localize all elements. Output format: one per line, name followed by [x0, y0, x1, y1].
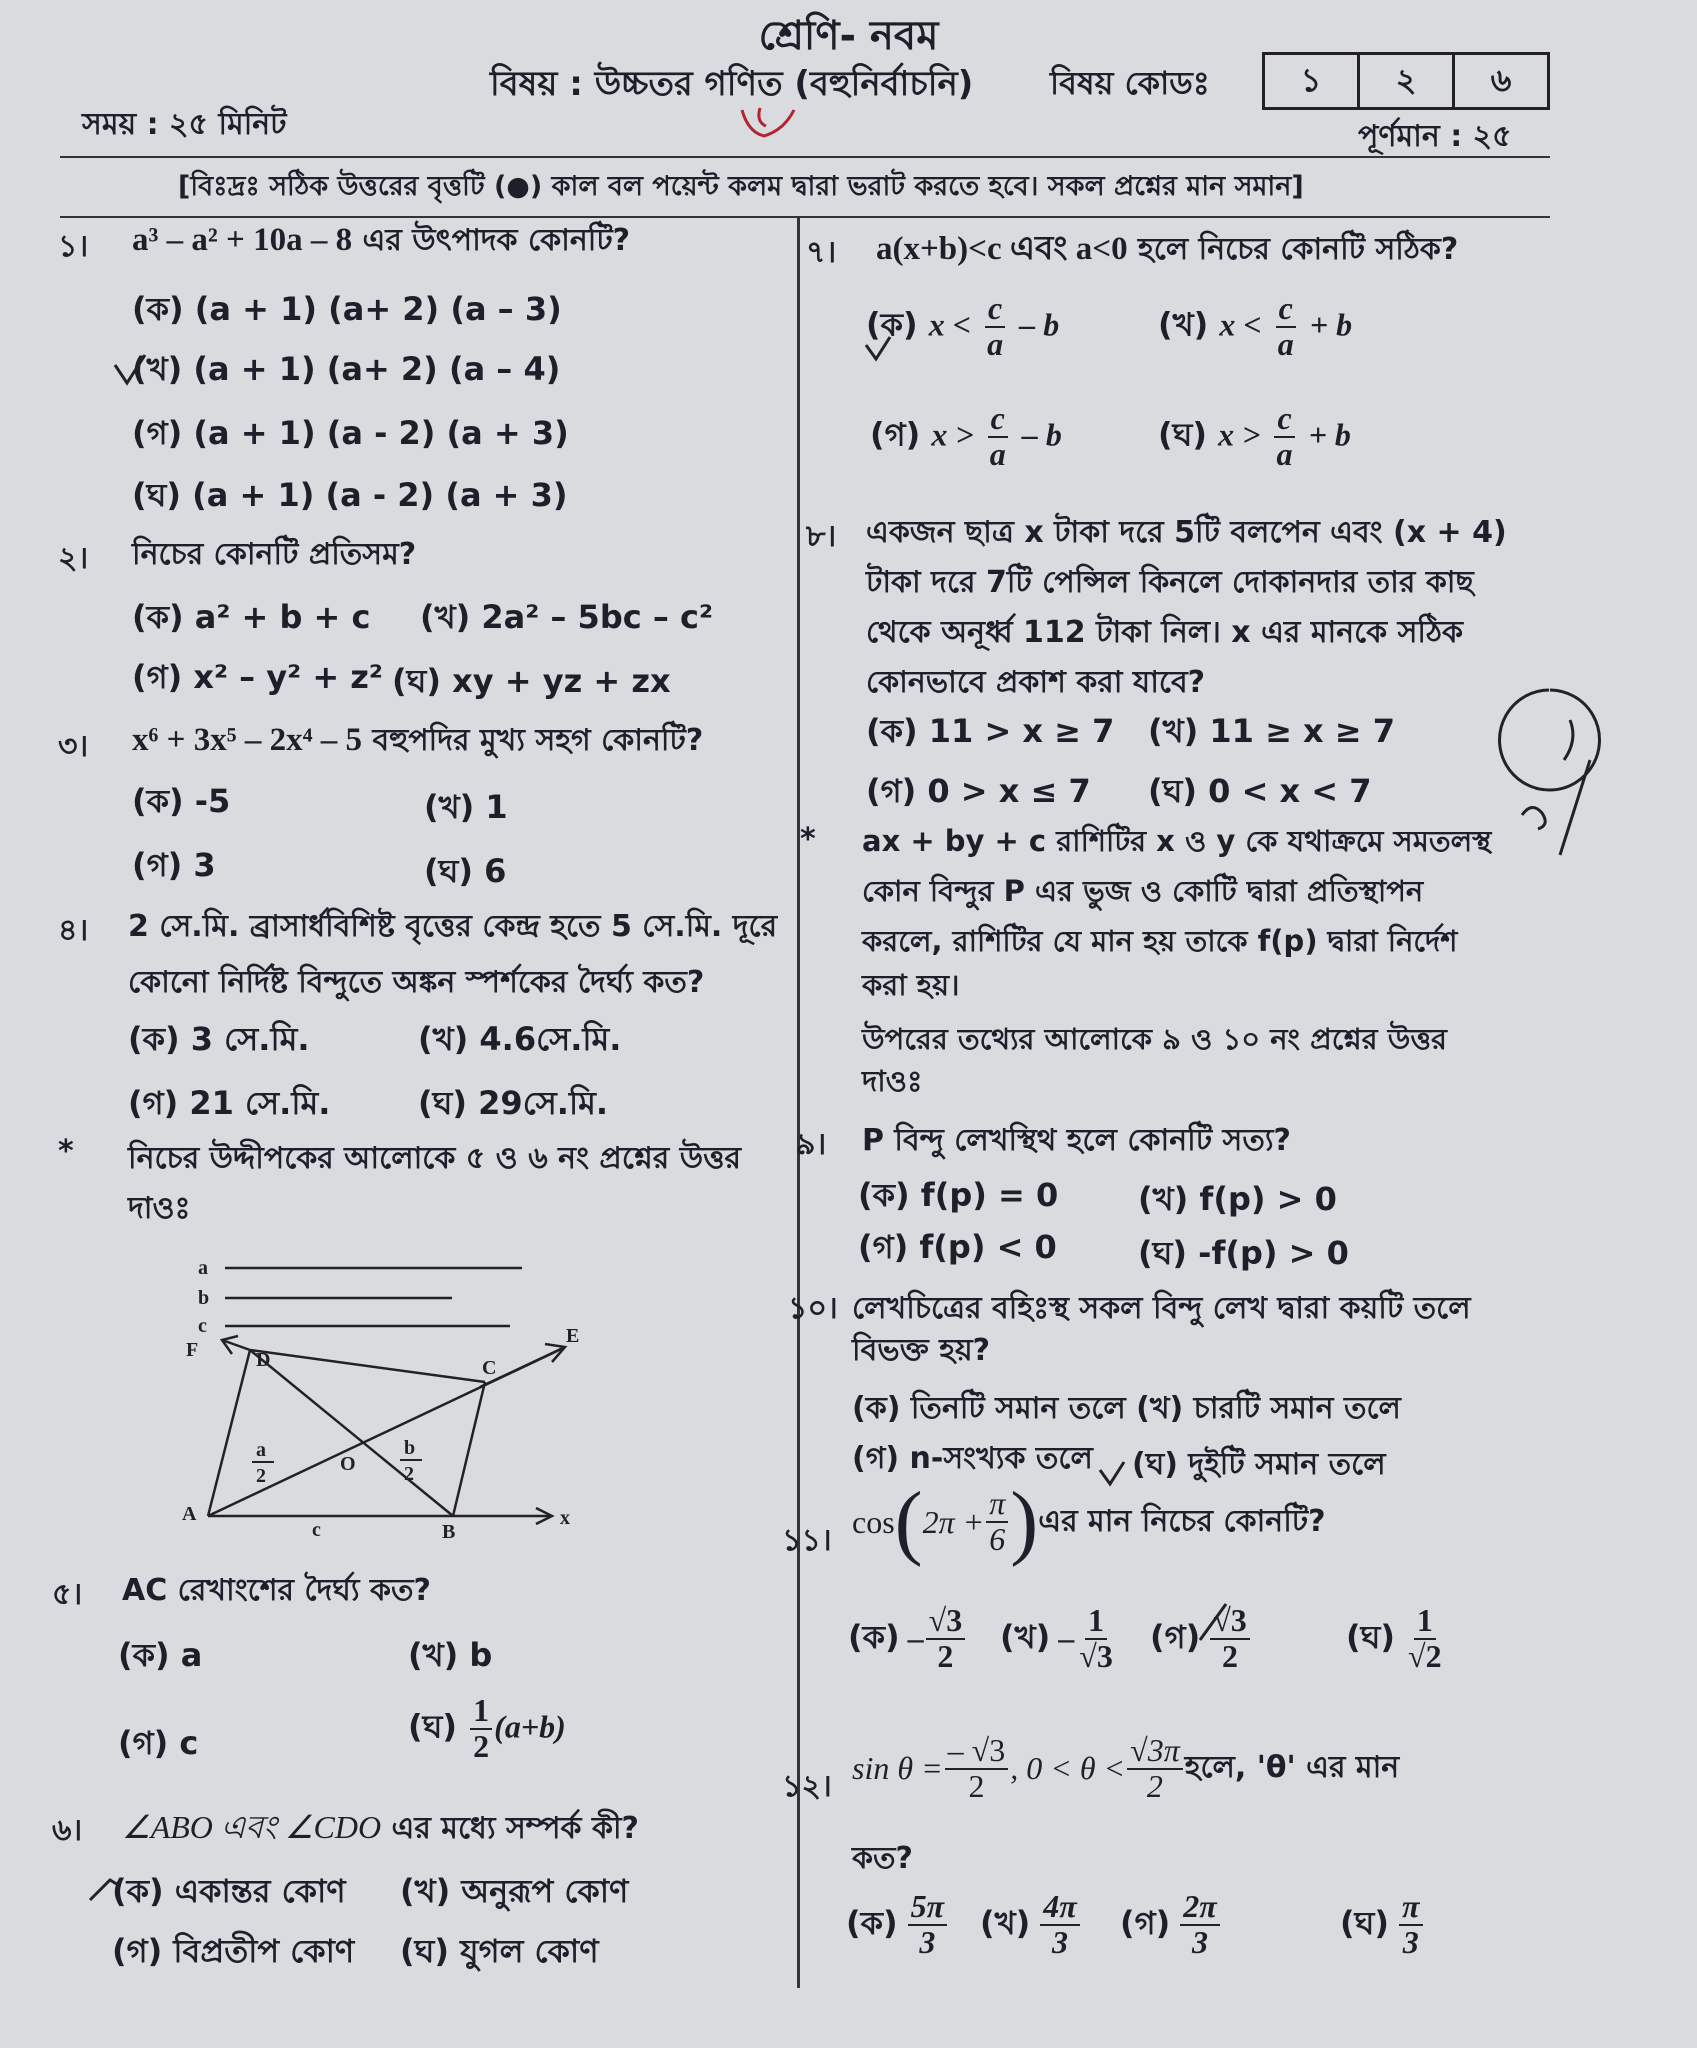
q11-option-d-fraction	[1405, 1604, 1445, 1673]
q4-line-1: 2 সে.মি. ব্রাসার্ধবিশিষ্ট বৃত্তের কেন্দ্র হতে 5 সে.মি. দূরে	[128, 909, 778, 944]
q4-option-b: (খ) 4.6সে.মি.	[418, 1020, 622, 1058]
stem-9-10-line-6: দাওঃ	[862, 1064, 923, 1098]
subject-code-label: বিষয় কোডঃ	[1050, 64, 1210, 102]
q5-frac-den: 2	[473, 1727, 490, 1764]
q1-text: এর উৎপাদক কোনটি?	[352, 223, 631, 258]
stem-5-6-line-1: নিচের উদ্দীপকের আলোকে ৫ ও ৬ নং প্রশ্নের উত্তর	[128, 1141, 742, 1176]
q12-b-num: 4π	[1040, 1890, 1079, 1926]
stem-9-10-line-5: উপরের তথ্যের আলোকে ৯ ও ১০ নং প্রশ্নের উত্তর	[862, 1022, 1448, 1056]
q7-d-den: a	[1276, 435, 1293, 472]
subject-title: বিষয় : উচ্চতর গণিত (বহুনির্বাচনি)	[490, 64, 974, 104]
label-F: F	[186, 1339, 199, 1361]
q7-option-c-lhs: x >	[931, 416, 974, 453]
slash-mark	[1560, 760, 1590, 855]
q7-option-b-lhs: x <	[1219, 306, 1262, 343]
q5-option-a: (ক) a	[118, 1636, 203, 1674]
subject-code-box	[1262, 52, 1550, 110]
full-marks: পূর্ণমান : ২৫	[1358, 119, 1512, 154]
label-C: C	[482, 1357, 497, 1379]
q6-option-d: (ঘ) যুগল কোণ	[400, 1932, 599, 1970]
q10-number: ১০।	[788, 1291, 838, 1326]
q7-option-a-lhs: x <	[928, 306, 972, 343]
geometry-figure	[180, 1244, 600, 1544]
label-c-base: c	[312, 1519, 321, 1541]
q12-option-b-label: (খ)	[980, 1903, 1031, 1942]
q7-option-d-lhs: x >	[1218, 416, 1261, 453]
q7-number: ৭।	[806, 235, 837, 270]
q11-d-num: 1	[1414, 1604, 1436, 1640]
q8-option-a: (ক) 11 > x ≥ 7	[866, 712, 1115, 750]
label-a-half-num: a	[256, 1439, 266, 1461]
q11-b-den: √3	[1079, 1637, 1113, 1674]
q11-fraction	[986, 1487, 1008, 1556]
q7-option-a-fraction	[984, 292, 1006, 361]
q7-option-d	[1158, 402, 1351, 471]
q12-option-d	[1340, 1890, 1425, 1959]
q2-option-a: (ক) a² + b + c	[132, 598, 371, 636]
q9-option-d: (ঘ) -f(p) > 0	[1138, 1234, 1349, 1272]
q5-number: ৫।	[52, 1577, 83, 1612]
q8-option-b: (খ) 11 ≥ x ≥ 7	[1148, 712, 1396, 750]
q12-sin: sin θ =	[852, 1750, 943, 1787]
q11-frac-num: π	[986, 1487, 1008, 1523]
q2-option-b: (খ) 2a² – 5bc – c²	[420, 598, 713, 636]
q12-option-a-fraction	[908, 1890, 947, 1959]
q9-option-c: (গ) f(p) < 0	[858, 1228, 1057, 1266]
q10-line-1: লেখচিত্রের বহিঃস্থ সকল বিন্দু লেখ দ্বারা কয়টি তলে	[852, 1291, 1471, 1326]
q3-option-c: (গ) 3	[132, 846, 216, 884]
q11-option-a-label: (ক)	[848, 1617, 900, 1656]
q11-option-a	[848, 1604, 967, 1673]
q12-b-den: 3	[1052, 1923, 1068, 1960]
q3-number: ৩।	[58, 729, 89, 764]
label-B: B	[442, 1521, 456, 1543]
q12-option-c-fraction	[1180, 1890, 1219, 1959]
q11-c-num: √3	[1210, 1604, 1250, 1640]
q9-option-a: (ক) f(p) = 0	[858, 1176, 1059, 1214]
q5-option-c: (গ) c	[118, 1724, 199, 1762]
q11-text: এর মান নিচের কোনটি?	[1038, 1503, 1326, 1539]
q11-option-d	[1346, 1604, 1447, 1673]
circle-mark	[1500, 690, 1600, 790]
q11-frac-den: 6	[989, 1521, 1006, 1557]
q7-text: হলে নিচের কোনটি সঠিক?	[1127, 232, 1459, 267]
q11-option-d-label: (ঘ)	[1346, 1617, 1396, 1656]
q12-d-den: 3	[1402, 1923, 1419, 1960]
q7-option-a	[866, 292, 1059, 361]
q4-number: ৪।	[58, 913, 89, 948]
q4-option-a: (ক) 3 সে.মি.	[128, 1020, 310, 1058]
q10-options-row-1: (ক) তিনটি সমান তলে (খ) চারটি সমান তলে	[852, 1391, 1401, 1426]
q6-option-b: (খ) অনুরূপ কোণ	[400, 1872, 629, 1910]
code-digit: ২	[1360, 55, 1455, 107]
q9-option-b: (খ) f(p) > 0	[1138, 1180, 1337, 1218]
q11-rparen: )	[1010, 1475, 1039, 1568]
q6-option-a: (ক) একান্তর কোণ	[112, 1872, 346, 1910]
q7-b-den: a	[1277, 325, 1294, 362]
q7-option-d-rhs: + b	[1308, 416, 1351, 453]
label-E: E	[566, 1325, 580, 1347]
q10-line-2: বিভক্ত হয়?	[852, 1333, 991, 1368]
q12-option-b	[980, 1890, 1082, 1959]
q11-number: ১১।	[782, 1523, 832, 1558]
q12-a-den: 3	[919, 1923, 936, 1960]
q12-fraction-2	[1127, 1734, 1183, 1803]
code-digit: ৬	[1490, 61, 1512, 99]
label-b: b	[198, 1287, 210, 1309]
q7-option-d-label: (ঘ)	[1158, 415, 1208, 454]
q7-option-b-label: (খ)	[1158, 305, 1209, 344]
q11-a-den: 2	[937, 1637, 954, 1674]
q11-option-c	[1150, 1604, 1252, 1673]
q5-frac-num: 1	[470, 1694, 492, 1730]
q11-inner: 2π +	[922, 1503, 985, 1540]
q2-number: ২।	[58, 541, 89, 576]
q7-c-num: c	[988, 402, 1008, 438]
q11-option-c-fraction	[1210, 1604, 1250, 1673]
q7-option-c-fraction	[987, 402, 1009, 471]
q8-option-c: (গ) 0 > x ≤ 7	[866, 772, 1091, 810]
column-divider	[797, 218, 800, 1988]
stem-9-10-line-1: ax + by + c রাশিটির x ও y কে যথাক্রমে সমতলস্থ	[862, 824, 1492, 858]
label-O: O	[340, 1453, 356, 1475]
label-x: x	[560, 1507, 570, 1529]
q11-d-den: √2	[1408, 1637, 1442, 1674]
q10-option-c: (গ) n-সংখ্যক তলে	[852, 1441, 1093, 1476]
q6-expression: ∠ABO এবং ∠CDO	[122, 1809, 382, 1845]
stem-9-10-line-3: করলে, রাশিটির যে মান হয় তাকে f(p) দ্বারা নির্দেশ	[862, 924, 1458, 958]
q11-option-b-sign: –	[1058, 1620, 1075, 1657]
q7-option-c	[870, 402, 1062, 471]
q8-line-1: একজন ছাত্র x টাকা দরে 5টি বলপেন এবং (x + 4)	[866, 515, 1507, 550]
q12-number: ১২।	[782, 1769, 832, 1804]
q7-option-d-fraction	[1274, 402, 1296, 471]
q12-option-c-label: (গ)	[1120, 1903, 1171, 1942]
q7-option-c-rhs: – b	[1021, 416, 1062, 453]
q9-question: P বিন্দু লেখস্থিথ হলে কোনটি সত্য?	[862, 1123, 1291, 1158]
q6-number: ৬।	[52, 1813, 83, 1848]
q4-line-2: কোনো নির্দিষ্ট বিন্দুতে অঙ্কন স্পর্শকের দৈর্ঘ্য কত?	[128, 965, 705, 1000]
diagonal-db	[250, 1350, 453, 1516]
q7-expression: a(x+b)<c এবং a<0	[876, 231, 1128, 267]
code-digit: ১	[1265, 55, 1360, 107]
q12-f2-den: 2	[1146, 1767, 1163, 1804]
label-b-half-num: b	[404, 1437, 416, 1459]
class-title: শ্রেণি- নবম	[758, 13, 939, 59]
q11-lparen: (	[894, 1475, 923, 1568]
q1-number: ১।	[58, 229, 89, 264]
q11-option-b	[1000, 1604, 1118, 1673]
q6-text: এর মধ্যে সম্পর্ক কী?	[381, 1811, 639, 1846]
q11-option-a-fraction	[926, 1604, 966, 1673]
label-c: c	[198, 1315, 207, 1337]
stem-9-10-line-4: করা হয়।	[862, 968, 960, 1002]
q11-option-b-label: (খ)	[1000, 1617, 1051, 1656]
q2-option-d: (ঘ) xy + yz + zx	[392, 662, 671, 700]
q7-option-a-label: (ক)	[866, 305, 918, 344]
q7-option-a-rhs: – b	[1019, 306, 1060, 343]
q8-line-3: থেকে অনূর্ধ্ব 112 টাকা নিল। x এর মানকে সঠিক	[866, 615, 1464, 650]
q11-c-den: 2	[1222, 1637, 1239, 1674]
side-ad	[208, 1350, 250, 1516]
q5-option-d	[408, 1694, 566, 1763]
instruction-text: [বিঃদ্রঃ সঠিক উত্তরের বৃত্তটি (●) কাল বল পয়েন্ট কলম দ্বারা ভরাট করতে হবে। সকল প্রশ্নের মান সমান]	[178, 171, 1304, 202]
label-a: a	[198, 1257, 208, 1279]
q3-option-d: (ঘ) 6	[424, 852, 507, 890]
q12-line-2: কত?	[852, 1841, 913, 1876]
q12-f1-den: 2	[968, 1767, 985, 1804]
q7-a-num: c	[985, 292, 1005, 328]
side-dc	[250, 1350, 485, 1382]
q8-number: ৮।	[806, 519, 837, 554]
q12-range: , 0 < θ <	[1010, 1750, 1126, 1787]
q12-option-d-label: (ঘ)	[1340, 1903, 1390, 1942]
q3-question	[132, 716, 703, 767]
q3-expression: x⁶ + 3x⁵ – 2x⁴ – 5	[132, 722, 362, 758]
q12-question	[852, 1734, 1399, 1803]
q12-option-c	[1120, 1890, 1222, 1959]
stem-5-6-line-2: দাওঃ	[128, 1191, 191, 1226]
q7-b-num: c	[1276, 292, 1296, 328]
q12-option-a-label: (ক)	[846, 1903, 898, 1942]
q12-c-den: 3	[1191, 1923, 1208, 1960]
q7-option-b-fraction	[1275, 292, 1297, 361]
q12-text: হলে, 'θ' এর মান	[1184, 1750, 1400, 1786]
label-b-half-den: 2	[404, 1463, 414, 1485]
q8-line-4: কোনভাবে প্রকাশ করা যাবে?	[866, 665, 1206, 700]
q12-option-a	[846, 1890, 949, 1959]
q11-question	[852, 1475, 1326, 1568]
q1-question	[132, 216, 630, 267]
q12-f2-num: √3π	[1127, 1734, 1183, 1770]
q9-number: ৯।	[796, 1127, 827, 1162]
q10-option-d: (ঘ) দুইটি সমান তলে	[1132, 1447, 1386, 1482]
q11-option-b-fraction	[1076, 1604, 1116, 1673]
q12-a-num: 5π	[908, 1890, 947, 1926]
circle-digit-mark	[1522, 807, 1545, 829]
q6-question	[122, 1802, 639, 1856]
q3-option-a: (ক) -5	[132, 782, 231, 820]
q4-option-d: (ঘ) 29সে.মি.	[418, 1084, 609, 1122]
q5-option-d-fraction	[470, 1694, 492, 1763]
q12-fraction-1	[945, 1734, 1009, 1803]
q11-b-num: 1	[1085, 1604, 1107, 1640]
q1-option-b: (খ) (a + 1) (a+ 2) (a – 4)	[132, 350, 561, 388]
q7-option-c-label: (গ)	[870, 415, 921, 454]
q12-option-d-fraction	[1399, 1890, 1422, 1959]
q11-cos: cos	[852, 1503, 895, 1540]
q12-d-num: π	[1399, 1890, 1422, 1926]
q3-option-b: (খ) 1	[424, 788, 508, 826]
q5-option-b: (খ) b	[408, 1636, 493, 1674]
header-divider	[60, 156, 1550, 158]
q12-c-num: 2π	[1180, 1890, 1219, 1926]
q7-d-num: c	[1274, 402, 1294, 438]
q1-expression: a³ – a² + 10a – 8	[132, 222, 353, 258]
label-D: D	[256, 1349, 271, 1371]
q5-option-d-tail: (a+b)	[494, 1708, 566, 1745]
label-A: A	[182, 1503, 197, 1525]
q8-line-2: টাকা দরে 7টি পেন্সিল কিনলে দোকানদার তার কাছ	[866, 565, 1474, 600]
q11-option-a-sign: –	[907, 1620, 924, 1657]
q7-question	[876, 222, 1458, 278]
q12-option-b-fraction	[1040, 1890, 1079, 1959]
q12-f1-num: – √3	[945, 1734, 1009, 1770]
label-a-half-den: 2	[256, 1465, 266, 1487]
q11-a-num: √3	[926, 1604, 966, 1640]
stem-5-6-star: *	[58, 1134, 74, 1169]
time-limit: সময় : ২৫ মিনিট	[82, 107, 287, 142]
q1-option-c: (গ) (a + 1) (a - 2) (a + 3)	[132, 414, 569, 452]
q2-option-c: (গ) x² – y² + z²	[132, 658, 383, 696]
q3-text: বহুপদির মুখ্য সহগ কোনটি?	[362, 723, 704, 758]
q4-option-c: (গ) 21 সে.মি.	[128, 1084, 331, 1122]
q8-option-d: (ঘ) 0 < x < 7	[1148, 772, 1372, 810]
stem-9-10-line-2: কোন বিন্দুর P এর ভুজ ও কোটি দ্বারা প্রতিস্থাপন	[862, 874, 1424, 908]
q5-option-d-label: (ঘ)	[408, 1707, 458, 1746]
q7-c-den: a	[989, 435, 1006, 472]
stem-9-10-star: *	[800, 822, 816, 857]
q7-option-b-rhs: + b	[1309, 306, 1353, 343]
q1-option-d: (ঘ) (a + 1) (a - 2) (a + 3)	[132, 476, 568, 514]
q11-option-c-label: (গ)	[1150, 1617, 1201, 1656]
q1-option-a: (ক) (a + 1) (a+ 2) (a – 3)	[132, 290, 562, 328]
q2-question: নিচের কোনটি প্রতিসম?	[132, 537, 417, 572]
q7-a-den: a	[987, 325, 1004, 362]
side-cb	[453, 1382, 485, 1516]
q5-question: AC রেখাংশের দৈর্ঘ্য কত?	[122, 1573, 431, 1608]
q7-option-b	[1158, 292, 1352, 361]
q6-option-c: (গ) বিপ্রতীপ কোণ	[112, 1932, 355, 1970]
